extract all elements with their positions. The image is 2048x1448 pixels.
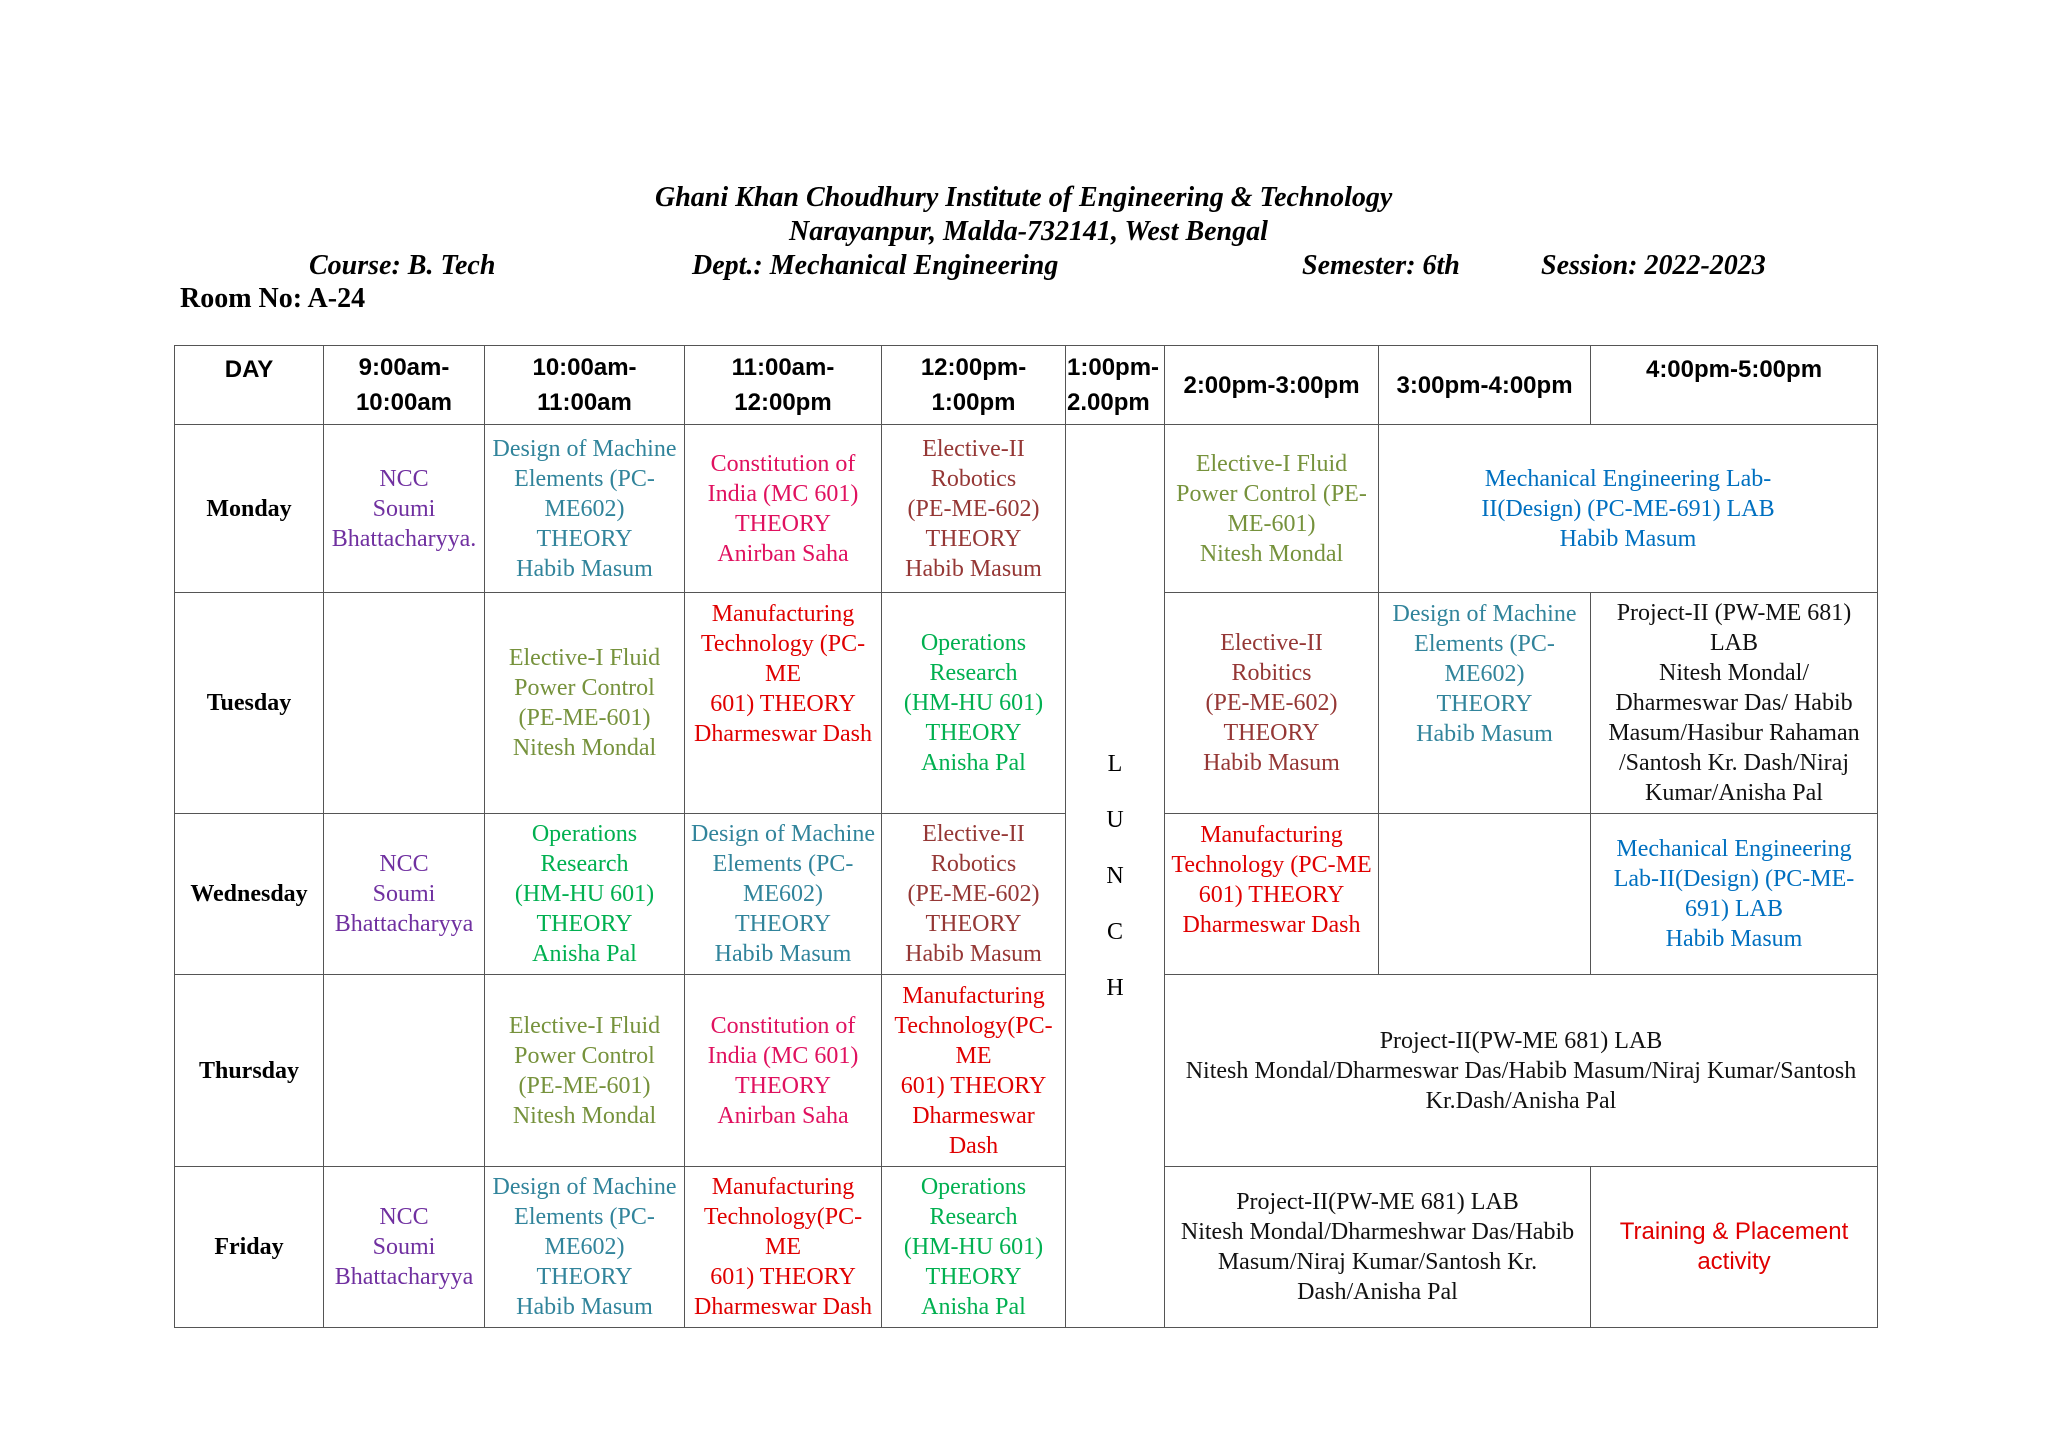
cell-line: THEORY (925, 720, 1022, 746)
cell-line: Masum/Niraj Kumar/Santosh Kr. (1217, 1249, 1538, 1275)
day-label: Friday (175, 1167, 324, 1328)
cell-line: Dharmeswar (912, 1102, 1035, 1129)
slot-header-10am (485, 346, 685, 425)
cell-line: 691) LAB (1685, 896, 1783, 922)
class-cell (685, 425, 882, 593)
cell-line: ME602) (544, 495, 625, 522)
cell-line: Robitics (1231, 660, 1312, 686)
lab-cell (1165, 1167, 1591, 1328)
class-cell (485, 593, 685, 814)
class-cell (485, 975, 685, 1167)
cell-line: India (MC 601) (707, 480, 859, 507)
cell-line: Nitesh Mondal/Dharmeswar Das/Habib Masum/Niraj Kumar/Santosh (1185, 1057, 1857, 1084)
cell-line: Elements (PC- (514, 1204, 655, 1230)
cell-line: NCC (379, 465, 429, 492)
cell-line: Habib Masum (516, 1294, 653, 1320)
row-thursday (175, 975, 1878, 1167)
cell-line: Habib Masum (1665, 926, 1803, 952)
cell-line: Bhattacharyya. (331, 525, 477, 552)
slot-header-2pm: 2:00pm-3:00pm (1165, 346, 1379, 425)
lab-cell (1591, 814, 1878, 975)
cell-line: Kumar/Anisha Pal (1645, 780, 1823, 806)
empty-cell (1379, 814, 1591, 975)
cell-line: Elective-I Fluid (508, 645, 661, 671)
lab-cell (1165, 975, 1878, 1167)
cell-line: THEORY (536, 1264, 633, 1290)
cell-line: Elective-II (922, 821, 1025, 847)
cell-line: ME602) (544, 1234, 625, 1260)
slot-header-line: 10:00am (355, 389, 453, 416)
institute-name: Ghani Khan Choudhury Institute of Engineering & Technology (655, 182, 1393, 213)
class-cell (882, 1167, 1066, 1328)
cell-line: Elements (PC- (1414, 631, 1555, 657)
cell-line: Nitesh Mondal (1199, 540, 1344, 567)
cell-line: Soumi (372, 495, 436, 522)
room-number: Room No: A-24 (180, 283, 366, 314)
slot-header-12pm (882, 346, 1066, 425)
cell-line: Mechanical Engineering Lab- (1484, 465, 1772, 492)
cell-line: Manufacturing (1200, 822, 1343, 848)
class-cell (324, 425, 485, 593)
cell-line: THEORY (536, 911, 633, 937)
cell-line: THEORY (536, 525, 633, 552)
cell-line: Nitesh Mondal (512, 735, 657, 761)
slot-header-line: 9:00am- (358, 354, 450, 381)
class-cell (1165, 593, 1379, 814)
cell-line: Elements (PC- (514, 465, 655, 492)
cell-line: Elective-II (922, 435, 1025, 462)
cell-line: THEORY (925, 525, 1022, 552)
cell-line: Habib Masum (1203, 750, 1340, 776)
cell-line: THEORY (1436, 691, 1533, 717)
cell-line: NCC (379, 1204, 429, 1230)
class-cell (1379, 593, 1591, 814)
cell-line: Dash (948, 1132, 999, 1159)
cell-line: Anirban Saha (717, 1102, 849, 1129)
cell-line: Technology(PC- (894, 1012, 1053, 1039)
cell-line: Project-II(PW-ME 681) LAB (1236, 1189, 1519, 1215)
class-cell (685, 814, 882, 975)
cell-line: Manufacturing (711, 1174, 855, 1200)
cell-line: 601) THEORY (710, 1264, 856, 1290)
cell-line: Operations (531, 821, 638, 847)
slot-header-line: 11:00am- (731, 354, 835, 381)
timetable (174, 345, 1878, 1328)
cell-line: Power Control (PE- (1176, 480, 1367, 507)
cell-line: Power Control (514, 1042, 655, 1069)
cell-line: THEORY (1223, 720, 1320, 746)
cell-line: Research (929, 1204, 1018, 1230)
cell-line: India (MC 601) (707, 1042, 859, 1069)
slot-header-line: 11:00am (537, 389, 632, 416)
cell-line: Project-II(PW-ME 681) LAB (1379, 1027, 1663, 1054)
cell-line: II(Design) (PC-ME-691) LAB (1481, 495, 1775, 522)
class-cell (485, 425, 685, 593)
row-friday (175, 1167, 1878, 1328)
cell-line: 601) THEORY (710, 691, 856, 717)
class-cell (324, 814, 485, 975)
lunch-column (1066, 425, 1165, 1328)
cell-line: Operations (920, 630, 1027, 656)
lunch-letter: C (1106, 919, 1123, 945)
cell-line: (PE-ME-602) (1205, 690, 1338, 716)
cell-line: ME (765, 661, 801, 687)
class-cell (882, 814, 1066, 975)
slot-header-line: 12:00pm (734, 389, 832, 416)
row-monday (175, 425, 1878, 593)
cell-line: Dash/Anisha Pal (1297, 1279, 1458, 1305)
cell-line: Technology(PC- (703, 1204, 863, 1230)
cell-line: Elective-I Fluid (508, 1012, 661, 1039)
cell-line: 601) THEORY (1198, 882, 1345, 908)
cell-line: ME602) (1444, 661, 1525, 687)
cell-line: Anirban Saha (717, 540, 849, 567)
slot-header-line: 1:00pm (931, 389, 1016, 416)
semester-label: Semester: 6th (1302, 250, 1460, 281)
cell-line: Habib Masum (905, 941, 1042, 967)
class-cell (882, 425, 1066, 593)
day-label: Monday (175, 425, 324, 593)
cell-line: Research (540, 851, 629, 877)
cell-line: (PE-ME-601) (518, 705, 651, 731)
cell-line: Kr.Dash/Anisha Pal (1425, 1087, 1617, 1114)
cell-line: NCC (379, 851, 429, 877)
cell-line: ME-601) (1227, 510, 1316, 537)
lab-cell (1591, 593, 1878, 814)
day-label: Tuesday (175, 593, 324, 814)
slot-header-1pm (1066, 346, 1165, 425)
cell-line: Habib Masum (1416, 721, 1553, 747)
cell-line: Mechanical Engineering (1616, 836, 1852, 862)
cell-line: Technology (PC- (700, 631, 866, 657)
cell-line: Habib Masum (516, 555, 653, 582)
class-cell (1165, 814, 1379, 975)
day-label: Wednesday (175, 814, 324, 975)
cell-line: Dharmeswar Dash (1182, 912, 1361, 938)
cell-line: THEORY (735, 911, 831, 937)
cell-line: THEORY (925, 911, 1022, 937)
cell-line: Robotics (930, 465, 1017, 492)
lunch-letter: L (1107, 751, 1123, 777)
cell-line: Design of Machine (492, 435, 677, 462)
cell-line: Elective-II (1220, 630, 1323, 656)
cell-line: (PE-ME-602) (907, 495, 1040, 522)
row-wednesday (175, 814, 1878, 975)
course-label: Course: B. Tech (309, 250, 496, 281)
placement-cell: Training & Placement activity (1591, 1167, 1878, 1328)
cell-line: /Santosh Kr. Dash/Niraj (1619, 750, 1849, 776)
slot-header-line: 10:00am- (532, 354, 637, 381)
cell-line: Project-II (PW-ME 681) (1616, 600, 1852, 626)
cell-line: THEORY (925, 1264, 1022, 1290)
class-cell (485, 1167, 685, 1328)
cell-line: THEORY (735, 1072, 831, 1099)
cell-line: Habib Masum (905, 555, 1042, 582)
cell-line: Dharmeswar Dash (694, 1294, 872, 1320)
row-tuesday (175, 593, 1878, 814)
cell-line: Nitesh Mondal/ (1659, 660, 1809, 686)
cell-line: (PE-ME-602) (907, 881, 1040, 907)
cell-line: (HM-HU 601) (514, 881, 655, 907)
lunch-letter: U (1106, 807, 1124, 833)
empty-cell (324, 975, 485, 1167)
cell-line: Soumi (372, 881, 436, 907)
cell-line: Constitution of (710, 1012, 856, 1039)
cell-line: Soumi (372, 1234, 436, 1260)
cell-line: Design of Machine (492, 1174, 677, 1200)
cell-line: Nitesh Mondal (512, 1102, 657, 1129)
lunch-letter: N (1106, 863, 1124, 889)
class-cell (685, 1167, 882, 1328)
cell-line: Habib Masum (1559, 525, 1697, 552)
cell-line: Operations (920, 1174, 1027, 1200)
cell-line: Manufacturing (902, 982, 1045, 1009)
class-cell (685, 593, 882, 814)
cell-line: Anisha Pal (921, 750, 1026, 776)
dept-label: Dept.: Mechanical Engineering (692, 250, 1059, 281)
empty-cell (324, 593, 485, 814)
cell-line: Habib Masum (714, 941, 852, 967)
cell-line: Bhattacharyya (334, 1264, 474, 1290)
cell-line: ME602) (743, 881, 823, 907)
cell-line: Manufacturing (711, 601, 855, 627)
cell-line: Elements (PC- (712, 851, 854, 877)
cell-line: (HM-HU 601) (903, 1234, 1044, 1260)
class-cell (485, 814, 685, 975)
lab-cell (1379, 425, 1878, 593)
cell-line: 601) THEORY (900, 1072, 1047, 1099)
slot-header-11am (685, 346, 882, 425)
institute-address: Narayanpur, Malda-732141, West Bengal (789, 216, 1268, 247)
slot-header-9am (324, 346, 485, 425)
header-row (175, 346, 1878, 425)
cell-line: THEORY (735, 510, 831, 537)
cell-line: Lab-II(Design) (PC-ME- (1613, 866, 1855, 892)
class-cell (685, 975, 882, 1167)
cell-line: Robotics (930, 851, 1017, 877)
cell-line: Bhattacharyya (334, 911, 474, 937)
cell-line: Nitesh Mondal/Dharmeshwar Das/Habib (1180, 1219, 1575, 1245)
cell-line: Design of Machine (691, 821, 875, 847)
day-label: Thursday (175, 975, 324, 1167)
class-cell (1165, 425, 1379, 593)
slot-header-line: 2.00pm (1067, 389, 1150, 416)
cell-line: Dharmeswar Dash (694, 721, 872, 747)
cell-line: (HM-HU 601) (903, 690, 1044, 716)
cell-line: Constitution of (710, 450, 856, 477)
cell-line: Anisha Pal (921, 1294, 1026, 1320)
cell-line: Technology (PC-ME (1171, 852, 1372, 878)
day-header: DAY (175, 346, 324, 425)
cell-line: Power Control (514, 675, 655, 701)
cell-line: Anisha Pal (532, 941, 637, 967)
slot-header-line: 12:00pm- (920, 354, 1027, 381)
slot-header-line: 1:00pm- (1067, 354, 1160, 381)
cell-line: LAB (1710, 630, 1758, 656)
cell-line: Design of Machine (1392, 601, 1577, 627)
class-cell (882, 593, 1066, 814)
slot-header-4pm: 4:00pm-5:00pm (1591, 346, 1878, 425)
cell-line: (PE-ME-601) (518, 1072, 651, 1099)
class-cell (882, 975, 1066, 1167)
cell-line: ME (765, 1234, 801, 1260)
cell-line: Research (929, 660, 1018, 686)
cell-line: Masum/Hasibur Rahaman (1608, 720, 1860, 746)
session-label: Session: 2022-2023 (1541, 250, 1766, 281)
slot-header-3pm: 3:00pm-4:00pm (1379, 346, 1591, 425)
cell-line: Elective-I Fluid (1195, 450, 1348, 477)
cell-line: Dharmeswar Das/ Habib (1615, 690, 1853, 716)
class-cell (324, 1167, 485, 1328)
cell-line: ME (955, 1042, 992, 1069)
lunch-letter: H (1106, 975, 1124, 1001)
